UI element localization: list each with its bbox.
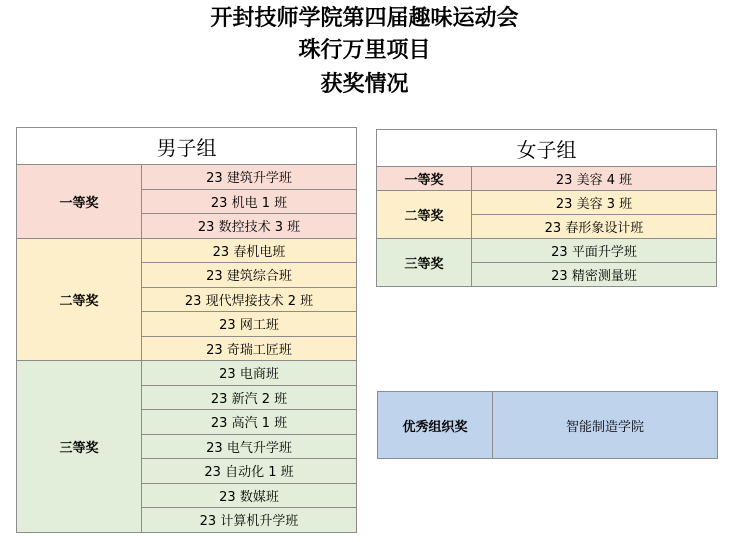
excellent-organization-value: 智能制造学院 (493, 392, 718, 459)
men-second-class: 23 网工班 (142, 312, 357, 337)
women-third-class: 23 精密测量班 (472, 263, 717, 287)
excellent-organization-label: 优秀组织奖 (378, 392, 493, 459)
men-second-class: 23 建筑综合班 (142, 263, 357, 288)
women-group-header: 女子组 (377, 130, 717, 167)
women-first-prize-label: 一等奖 (377, 167, 472, 191)
women-third-class: 23 平面升学班 (472, 239, 717, 263)
women-first-class: 23 美容 4 班 (472, 167, 717, 191)
men-third-class: 23 计算机升学班 (142, 508, 357, 533)
men-third-class: 23 电商班 (142, 361, 357, 386)
men-first-class: 23 机电 1 班 (142, 189, 357, 214)
title-line-1: 开封技师学院第四届趣味运动会 (210, 5, 519, 31)
men-first-prize-label: 一等奖 (17, 165, 142, 239)
men-second-class: 23 现代焊接技术 2 班 (142, 287, 357, 312)
men-group-table (16, 127, 357, 533)
men-second-prize-label: 二等奖 (17, 238, 142, 361)
women-second-class: 23 春形象设计班 (472, 215, 717, 239)
women-third-prize-label: 三等奖 (377, 239, 472, 287)
men-group-header: 男子组 (17, 128, 357, 165)
men-third-prize-label: 三等奖 (17, 361, 142, 533)
title-line-3: 获奖情况 (320, 71, 409, 97)
men-third-class: 23 数媒班 (142, 483, 357, 508)
men-second-class: 23 奇瑞工匠班 (142, 336, 357, 361)
title-line-2: 珠行万里项目 (298, 37, 431, 63)
men-third-class: 23 电气升学班 (142, 434, 357, 459)
men-third-class: 23 自动化 1 班 (142, 459, 357, 484)
excellent-organization-table (377, 391, 718, 459)
women-second-class: 23 美容 3 班 (472, 191, 717, 215)
men-third-class: 23 新汽 2 班 (142, 385, 357, 410)
men-first-class: 23 数控技术 3 班 (142, 214, 357, 239)
men-third-class: 23 高汽 1 班 (142, 410, 357, 435)
women-group-table (376, 129, 717, 287)
men-first-class: 23 建筑升学班 (142, 165, 357, 190)
men-second-class: 23 春机电班 (142, 238, 357, 263)
women-second-prize-label: 二等奖 (377, 191, 472, 239)
